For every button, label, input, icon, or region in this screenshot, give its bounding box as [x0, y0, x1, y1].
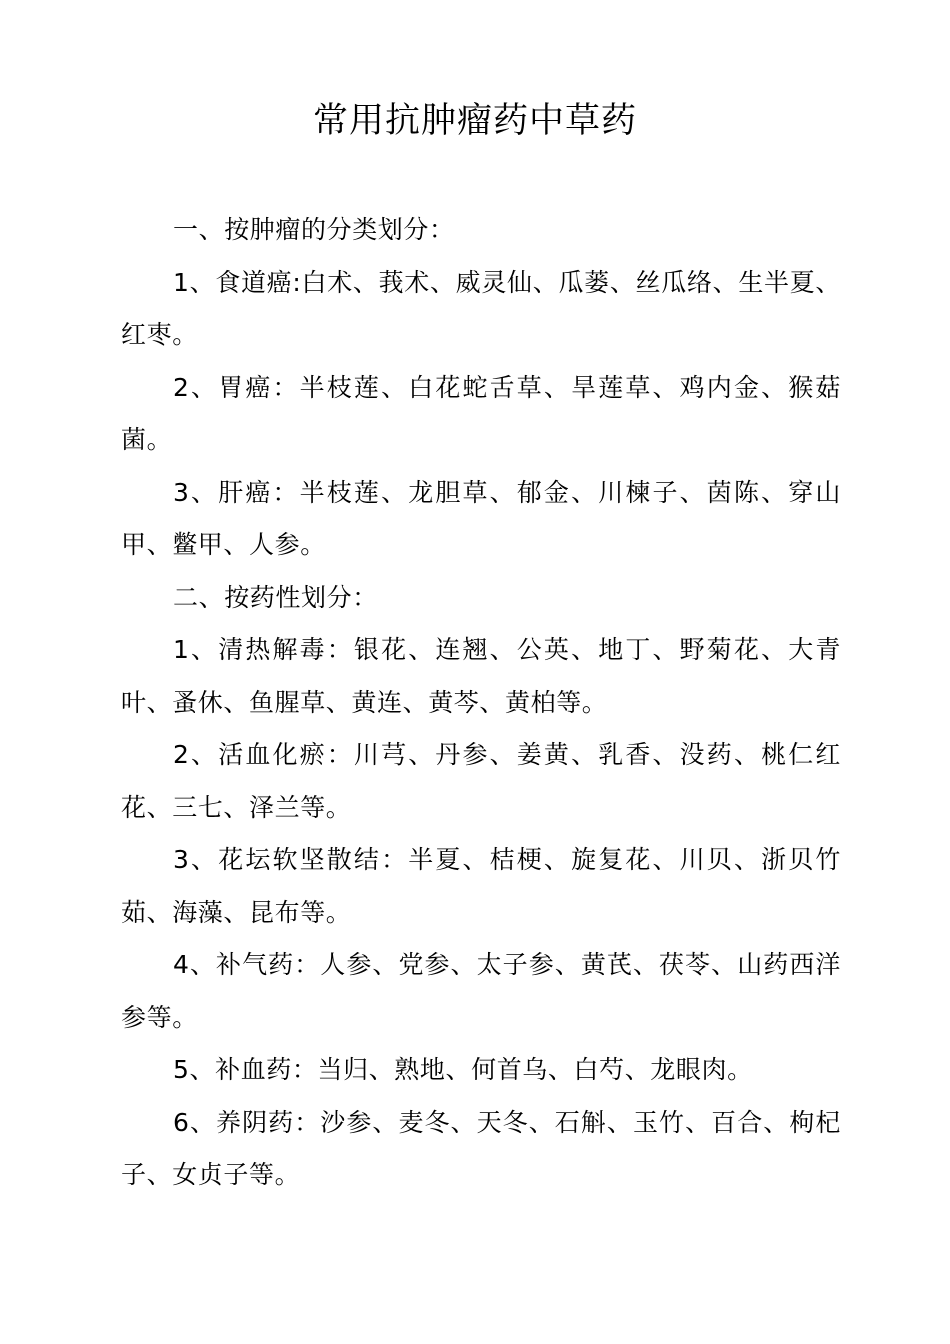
list-item-softening-dispersing: 3、花坛软坚散结：半夏、桔梗、旋复花、川贝、浙贝竹茹、海藻、昆布等。 — [121, 845, 841, 927]
section-heading-by-drug-property: 二、按药性划分： — [173, 582, 378, 612]
list-item-esophageal-cancer: 1、食道癌:白术、莪术、威灵仙、瓜蒌、丝瓜络、生半夏、红枣。 — [121, 267, 841, 349]
list-item-liver-cancer: 3、肝癌：半枝莲、龙胆草、郁金、川楝子、茵陈、穿山甲、鳖甲、人参。 — [121, 477, 841, 559]
page-title: 常用抗肿瘤药中草药 — [312, 101, 637, 141]
document-body — [121, 204, 841, 1202]
list-item-gastric-cancer: 2、胃癌：半枝莲、白花蛇舌草、旱莲草、鸡内金、猴菇菌。 — [121, 372, 841, 454]
list-item-heat-clearing: 1、清热解毒：银花、连翘、公英、地丁、野菊花、大青叶、蚤休、鱼腥草、黄连、黄芩、黄柏等。 — [121, 635, 841, 717]
section-heading-by-tumor-type: 一、按肿瘤的分类划分： — [173, 215, 455, 244]
list-item-yin-nourishing: 6、养阴药：沙参、麦冬、天冬、石斛、玉竹、百合、枸杞子、女贞子等。 — [121, 1107, 841, 1189]
list-item-blood-tonic: 5、补血药：当归、熟地、何首乌、白芍、龙眼肉。 — [173, 1055, 753, 1084]
list-item-blood-activating: 2、活血化瘀：川芎、丹参、姜黄、乳香、没药、桃仁红花、三七、泽兰等。 — [121, 740, 841, 822]
list-item-qi-tonic: 4、补气药：人参、党参、太子参、黄芪、茯苓、山药西洋参等。 — [121, 950, 841, 1032]
